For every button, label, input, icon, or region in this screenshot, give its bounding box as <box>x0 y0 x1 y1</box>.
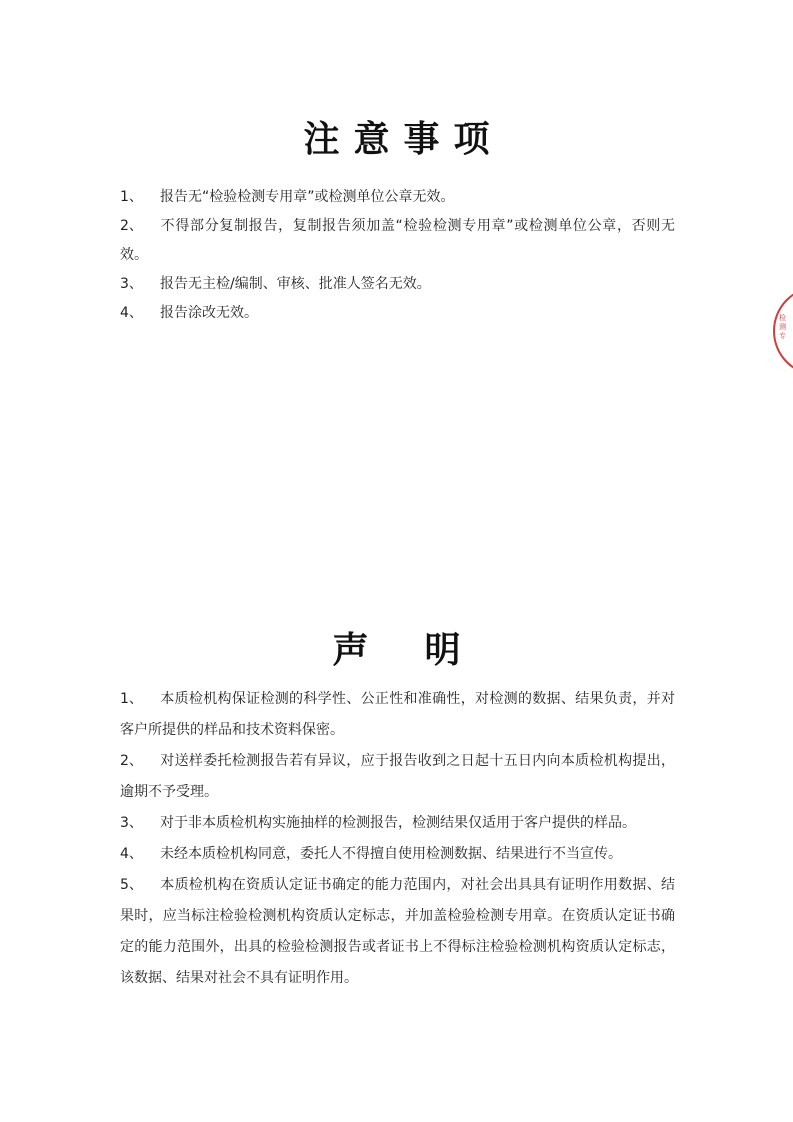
item-text: 本质检机构在资质认定证书确定的能力范围内，对社会出具具有证明作用数据、结果时，应当标注检验检测机构资质认定标志，并加盖检验检测专用章。在资质认定证书确定的能力范围外，出具的检验检测报告或者证书上不得标注检验检测机构资质认定标志，该数据、结果对社会不具有证明作用。 <box>120 877 675 986</box>
statement-title-part2: 明 <box>424 629 461 672</box>
statement-item <box>120 870 675 994</box>
item-text: 报告无主检/编制、审核、批准人签名无效。 <box>160 276 431 292</box>
item-number: 2、 <box>120 753 143 769</box>
item-number: 2、 <box>120 218 143 234</box>
statement-item <box>120 808 675 839</box>
statement-list <box>120 684 675 994</box>
item-number: 5、 <box>120 877 143 893</box>
notice-item <box>120 183 675 212</box>
item-number: 4、 <box>120 846 143 862</box>
item-text: 本质检机构保证检测的科学性、公正性和准确性，对检测的数据、结果负责，并对客户所提供的样品和技术资料保密。 <box>120 691 675 738</box>
notice-title: 注意事项 <box>303 118 504 161</box>
item-text: 不得部分复制报告，复制报告须加盖“检验检测专用章”或检测单位公章，否则无效。 <box>120 218 675 263</box>
statement-item <box>120 839 675 870</box>
item-text: 未经本质检机构同意，委托人不得擅自使用检测数据、结果进行不当宣传。 <box>160 846 622 862</box>
notice-item <box>120 270 675 299</box>
notice-list <box>120 183 675 328</box>
item-number: 1、 <box>120 189 143 205</box>
item-text: 对于非本质检机构实施抽样的检测报告，检测结果仅适用于客户提供的样品。 <box>160 815 636 831</box>
statement-item <box>120 684 675 746</box>
statement-title-part1: 声 <box>332 629 369 672</box>
item-number: 3、 <box>120 815 143 831</box>
statement-title <box>0 628 793 672</box>
item-number: 1、 <box>120 691 143 707</box>
seal-text: 检测专 <box>779 314 786 340</box>
notice-item <box>120 299 675 328</box>
item-number: 3、 <box>120 276 143 292</box>
notice-item <box>120 212 675 270</box>
statement-item <box>120 746 675 808</box>
item-text: 报告涂改无效。 <box>160 305 258 321</box>
item-number: 4、 <box>120 305 143 321</box>
red-seal-stamp <box>773 286 793 376</box>
item-text: 对送样委托检测报告若有异议，应于报告收到之日起十五日内向本质检机构提出，逾期不予受理。 <box>120 753 675 800</box>
item-text: 报告无“检验检测专用章”或检测单位公章无效。 <box>160 189 455 205</box>
